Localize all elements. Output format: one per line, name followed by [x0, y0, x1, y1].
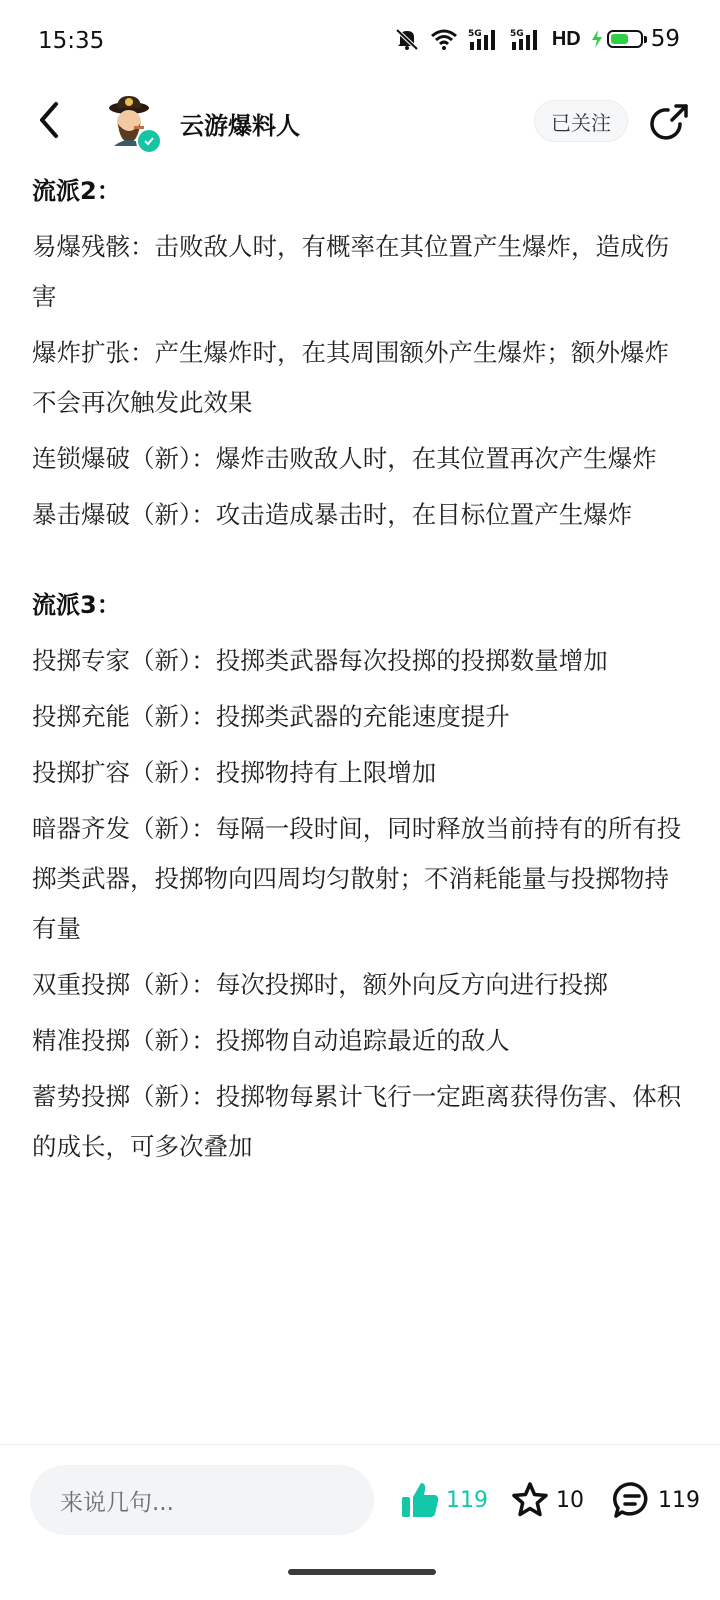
star-icon: [510, 1480, 550, 1520]
paragraph: 投掷充能（新）：投掷类武器的充能速度提升: [32, 702, 510, 731]
paragraph: 蓄势投掷（新）：投掷物每累计飞行一定距离获得伤害、体积的成长，可多次叠加: [32, 1082, 682, 1161]
favorite-button[interactable]: [510, 1475, 584, 1525]
paragraph: 易爆残骸：击败敌人时，有概率在其位置产生爆炸，造成伤害: [32, 232, 669, 311]
status-bar: [0, 0, 720, 84]
like-count: 119: [446, 1487, 488, 1513]
paragraph: 暴击爆破（新）：攻击造成暴击时，在目标位置产生爆炸: [32, 500, 633, 529]
author-name[interactable]: 云游爆料人: [180, 112, 300, 140]
comment-count: 119: [658, 1487, 700, 1513]
paragraph: 投掷专家（新）：投掷类武器每次投掷的投掷数量增加: [32, 646, 608, 675]
signal-5g-icon-2: [510, 27, 542, 51]
follow-button[interactable]: 已关注: [534, 100, 628, 142]
paragraph: 双重投掷（新）：每次投掷时，额外向反方向进行投掷: [32, 970, 608, 999]
paragraph: 连锁爆破（新）：爆炸击败敌人时，在其位置再次产生爆炸: [32, 444, 657, 473]
status-icons: [394, 26, 680, 52]
comment-bubble-icon: [612, 1480, 652, 1520]
verified-badge-icon: [136, 128, 162, 154]
home-indicator[interactable]: [288, 1569, 436, 1575]
status-time: 15:35: [38, 28, 105, 54]
wifi-icon: [430, 28, 458, 50]
post-header: [0, 84, 720, 166]
paragraph: 投掷扩容（新）：投掷物持有上限增加: [32, 758, 437, 787]
back-arrow-icon[interactable]: [30, 98, 70, 142]
paragraph: 暗器齐发（新）：每隔一段时间，同时释放当前持有的所有投掷类武器，投掷物向四周均匀散射；不消耗能量与投掷物持有量: [32, 814, 682, 943]
battery: [591, 26, 680, 52]
thumbs-up-icon: [400, 1480, 440, 1520]
net-label-1: 5G: [467, 29, 482, 39]
comment-input[interactable]: 来说几句...: [30, 1465, 374, 1535]
paragraph: 爆炸扩张：产生爆炸时，在其周围额外产生爆炸；额外爆炸不会再次触发此效果: [32, 338, 669, 417]
bottom-action-bar: [0, 1444, 720, 1600]
signal-5g-icon-1: [468, 27, 500, 51]
battery-level: 59: [650, 26, 680, 52]
comment-button[interactable]: [612, 1475, 700, 1525]
spacer: [32, 540, 688, 580]
paragraph: 精准投掷（新）：投掷物自动追踪最近的敌人: [32, 1026, 510, 1055]
section-title: 流派3：: [32, 591, 121, 619]
mute-icon: [394, 27, 420, 51]
net-label-2: 5G: [509, 29, 524, 39]
battery-fill: [611, 34, 628, 44]
share-icon[interactable]: [650, 102, 690, 142]
favorite-count: 10: [556, 1487, 584, 1513]
battery-icon: [607, 30, 643, 48]
like-button[interactable]: [400, 1475, 488, 1525]
hd-indicator: HD: [551, 27, 581, 50]
charging-icon: [591, 30, 603, 48]
section-title: 流派2：: [32, 177, 121, 205]
article-body: [32, 166, 688, 1172]
